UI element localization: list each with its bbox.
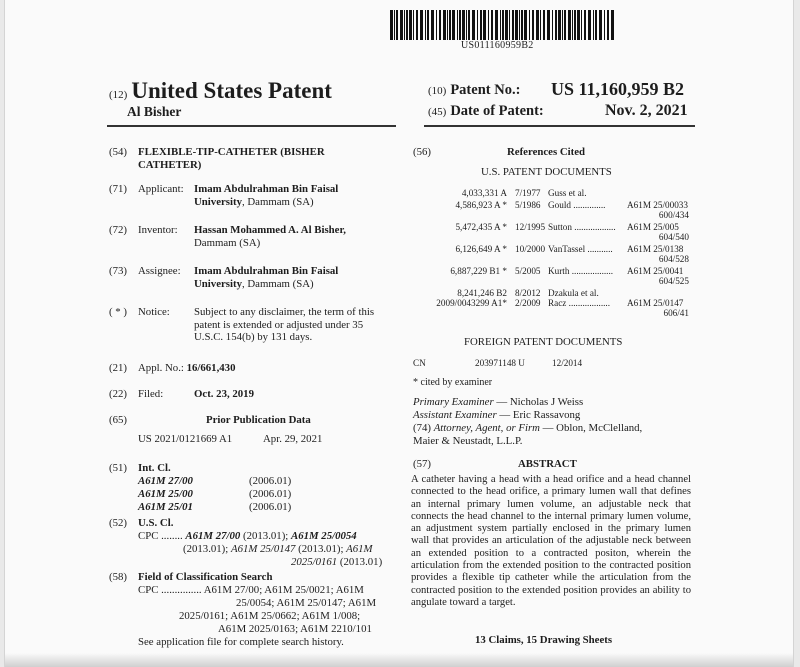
barcode-bar [425,10,426,40]
filed-date: Oct. 23, 2019 [194,388,254,400]
barcode-bar [509,10,510,40]
barcode-bar [593,10,594,40]
page-bottom-shadow [5,653,793,667]
cpc-classification-line2: (2013.01); A61M 25/0147 (2013.01); A61M [183,543,373,555]
us-reference-class-secondary: 604/528 [658,254,689,264]
field-of-search-line3: 2025/0161; A61M 25/0662; A61M 1/008; [179,610,361,622]
barcode-bar [459,10,461,40]
int-cl-class: A61M 25/01 [138,501,193,513]
barcode-bar [564,10,566,40]
us-reference-number: 5,472,435 A * [455,222,507,232]
barcode-bar [495,10,498,40]
field-of-search-line4: A61M 2025/0163; A61M 2210/101 [218,623,372,635]
patent-number-value: US 11,160,959 B2 [551,79,685,99]
barcode-bar [540,10,541,40]
barcode-bar [577,10,580,40]
us-reference-number: 6,887,229 B1 * [450,266,507,276]
barcode-bar [431,10,434,40]
barcode-bar [568,10,571,40]
barcode-bar [581,10,582,40]
barcode-bar [599,10,602,40]
barcode-bar [572,10,573,40]
barcode-bar [595,10,597,40]
assignee: Imam Abdulrahman Bin Faisal University, Dammam (SA) [194,265,339,290]
foreign-reference-date: 12/2014 [552,358,583,368]
us-reference-name: Guss et al. [548,188,587,198]
barcode-bar [552,10,553,40]
cpc-classification: CPC ........ A61M 27/00 (2013.01); A61M 25/0054 [138,530,357,542]
barcode-bar [515,10,518,40]
us-reference-date: 10/2000 [515,244,546,254]
us-reference-name: Kurth .................. [548,266,614,276]
patent-date: (45) Date of Patent: Nov. 2, 2021 [428,102,688,119]
us-reference-class-secondary: 604/525 [658,276,689,286]
int-cl-class: A61M 27/00 [138,475,193,487]
barcode-bar [574,10,576,40]
barcode-bar [468,10,470,40]
us-reference-class: A61M 25/0041 [627,266,684,276]
field-of-search-cpc: CPC ............... A61M 27/00; A61M 25/0021; A61M [138,584,364,596]
barcode-bar [413,10,414,40]
barcode-bar [457,10,458,40]
attorney: (74) Attorney, Agent, or Firm — Oblon, McClelland, [413,422,643,434]
barcode-bar [488,10,489,40]
us-reference-name: Dzakula et al. [548,288,599,298]
barcode-bar [447,10,448,40]
cpc-classification-line3: 2025/0161 (2013.01) [291,556,383,568]
barcode-bar [604,10,605,40]
field-of-search-note: See application file for complete search history. [138,636,344,648]
barcode-bar [519,10,520,40]
barcode-bar [607,10,609,40]
barcode-bar [588,10,591,40]
barcode-bar [472,10,475,40]
notice-text: Subject to any disclaimer, the term of this patent is extended or adjusted under 35 U.S.C. 154(b) by 131 days. [194,306,375,343]
int-cl-label: Int. Cl. [138,462,171,474]
int-cl-class: A61M 25/00 [138,488,193,500]
us-cl-label: U.S. Cl. [138,517,174,529]
inventor: Hassan Mohammed A. Al Bisher, Dammam (SA) [194,224,346,249]
us-reference-date: 7/1977 [515,188,541,198]
int-cl-year: (2006.01) [249,488,292,500]
claims-summary: 13 Claims, 15 Drawing Sheets [475,634,613,646]
assistant-examiner: Assistant Examiner — Eric Rassavong [413,409,581,421]
us-reference-date: 8/2012 [515,288,541,298]
us-reference-name: Sutton .................. [548,222,616,232]
us-reference-class: A61M 25/00033 [627,200,688,210]
barcode-bar [420,10,423,40]
prior-publication-date: Apr. 29, 2021 [263,433,323,445]
prior-publication: US 2021/0121669 A1 [138,433,233,445]
assignee-label: Assignee: [138,265,181,277]
barcode-bar [505,10,508,40]
barcode-bar [562,10,563,40]
barcode-bar [427,10,429,40]
barcode-bar [394,10,395,40]
field-of-search-line2: 25/0054; A61M 25/0147; A61M [236,597,377,609]
us-reference-class-secondary: 606/41 [663,308,689,318]
prior-publication-heading: Prior Publication Data [206,414,311,426]
references-heading: References Cited [507,146,586,158]
barcode-bar [406,10,408,40]
applicant-label: Applicant: [138,183,184,195]
barcode-bar [443,10,446,40]
barcode-number: US011160959B2 [461,40,534,51]
us-reference-class: A61M 25/005 [627,222,679,232]
field-of-search-label: Field of Classification Search [138,571,273,583]
us-reference-date: 5/1986 [515,200,541,210]
notice-label: Notice: [138,306,170,318]
barcode-bar [404,10,405,40]
barcode-bar [480,10,482,40]
int-cl-year: (2006.01) [249,475,292,487]
barcode-bar [390,10,393,40]
us-reference-name: Gould .............. [548,200,606,210]
us-reference-date: 12/1995 [515,222,546,232]
barcode-bar [543,10,545,40]
application-number: Appl. No.: 16/661,430 [138,362,236,374]
barcode-bar [584,10,586,40]
us-reference-number: 4,586,923 A * [455,200,507,210]
barcode-bar [439,10,441,40]
us-reference-number: 6,126,649 A * [455,244,507,254]
barcode-bar [529,10,530,40]
barcode-bar [491,10,493,40]
applicant: Imam Abdulrahman Bin Faisal University, Dammam (SA) [194,183,339,208]
barcode-bar [436,10,437,40]
barcode-bar [532,10,534,40]
barcode-bar [409,10,412,40]
barcode-bar [449,10,451,40]
us-reference-class: A61M 25/0138 [627,244,684,254]
barcode-bar [483,10,486,40]
foreign-reference: CN [413,358,426,368]
document-title: (12) United States Patent [109,78,332,103]
us-reference-name: Racz .................. [548,298,611,308]
barcode-bar [611,10,614,40]
barcode-bar [416,10,418,40]
barcode-bar [555,10,557,40]
barcode-bar [536,10,539,40]
us-patent-documents-heading: U.S. PATENT DOCUMENTS [481,166,612,178]
barcode-bar [452,10,455,40]
inventor-surname: Al Bisher [127,104,182,119]
us-reference-date: 5/2005 [515,266,541,276]
barcode-bar [512,10,514,40]
primary-examiner: Primary Examiner — Nicholas J Weiss [413,396,584,408]
barcode-bar [400,10,403,40]
barcode-bar [462,10,465,40]
int-cl-year: (2006.01) [249,501,292,513]
barcode-bar [524,10,527,40]
us-reference-class: A61M 25/0147 [627,298,684,308]
barcode-bar [396,10,398,40]
filed-label: Filed: [138,388,164,400]
barcode [390,10,616,40]
barcode-bar [500,10,501,40]
foreign-reference-number: 203971148 U [475,358,525,368]
abstract-heading: ABSTRACT [518,458,577,470]
header-rule-right [424,125,695,127]
abstract-text: A catheter having a head with a head orifice and a head channel connected to the head orifice, a primary lumen wall that defines an internal primary lumen volume, an adjustable neck that connects the head channel to the internal primary lumen volume, an adjustment system partially enclosed in the primary lumen wall that provides an articulation of the adjustable neck between an extended position to a contracted positon, wherein the articulation from the extended position to the contracted position provides a flexible tip catheter while the articulation from the contracted position to the extended position provides an ability to angulate toward a target. [411,474,691,608]
us-reference-name: VanTassel ........... [548,244,613,254]
barcode-bar [466,10,467,40]
us-reference-number: 2009/0043299 A1* [436,298,507,308]
us-reference-number: 8,241,246 B2 [457,288,507,298]
patent-number: (10) Patent No.: US 11,160,959 B2 [428,79,685,99]
patent-date-value: Nov. 2, 2021 [605,102,688,119]
foreign-patent-documents-heading: FOREIGN PATENT DOCUMENTS [464,336,623,348]
header-rule-left [107,125,396,127]
invention-title: FLEXIBLE-TIP-CATHETER (BISHER CATHETER) [138,146,325,171]
patent-page: US011160959B2 (12) United States Patent Al Bisher (10) Patent No.: US 11,160,959 B2 (45) Date of Patent: Nov. 2, 2021 (54) FLEXIBLE-TIP-CATHETER (BISHER CATHETER) (71) Applicant: Imam Abdulrahman Bin Faisal University, Dammam (SA) (72) Inventor: Hassan Mohammed A. Al Bisher, Dammam (SA) (73) Assignee: Imam Abdulrahman Bin Faisal University, Dammam (SA) ( * ) Notice: Subject to any disclaimer, the term of this patent is extended or adjusted under 35 U.S.C. 154(b) by 131 days. (21) Appl. No.: 16/661,430 (22) Filed: Oct. 23, 2019 (65) Prior Publication Data US 2021/0121669 A1 Apr. 29, 2021 (51) Int. Cl. A61M 27/00 (2006.01) A61M 25/00 (2006.01) A61M 25/01 (2006.01) (52) U.S. Cl. CPC ........ A61M 27/00 (2013.01); A61M 25/0054 (2013.01); A61M 25/0147 (2013.01); A61M 2025/0161 (2013.01) (58) Field of Classification Search CPC ............... A61M 27/00; A61M 25/0021; A61M 25/0054; A61M 25/0147; A61M 2025/0161; A61M 25/0662; A61M 1/008; A61M 2025/0163; A61M 2210/101 See application file for complete search history. (56) References Cited U.S. PATENT DOCUMENTS 4,033,331 A 7/1977 Guss et al. 4,586,923 A * 5/1986 Gould .............. A61M 25/00033 600/434 5,472,435 A * 12/1995 Sutton .................. A61M 25/005 604/540 6,126,649 A * 10/2000 VanTassel ........... A61M 25/0138 604/528 6,887,229 B1 * 5/2005 Kurth .................. A61M 25/0041 604/525 8,241,246 B2 8/2012 Dzakula et al. 2009/0043299 A1* 2/2009 Racz .................. A61M 25/0147 606/41 FOREIGN PATENT DOCUMENTS CN 203971148 U 12/2014 * cited by examiner Primary Examiner — Nicholas J Weiss Assistant Examiner — Eric Rassavong (74) Attorney, Agent, or Firm — Oblon, McClelland, Maier & Neustadt, L.L.P. (57) ABSTRACT A catheter having a head with a head orifice and a head channel connected to the head orifice, a primary lumen wall that defines an internal primary lumen volume, an adjustable neck that connects the head channel to the internal primary lumen volume, an adjustment system partially enclosed in the primary lumen wall that provides an articulation of the adjustable neck between an extended position to a contracted positon, wherein the articulation from the extended position to the contracted position provides a flexible tip catheter while the articulation from the contracted position to the extended position provides an ability to angulate toward a target. 13 Claims, 15 Drawing Sheets [4,0,794,667]
us-reference-class-secondary: 600/434 [658,210,689,220]
inventor-label: Inventor: [138,224,178,236]
cited-by-examiner-note: * cited by examiner [413,377,493,388]
attorney-line2: Maier & Neustadt, L.L.P. [413,435,523,447]
barcode-bar [521,10,523,40]
barcode-bar [477,10,478,40]
barcode-bar [547,10,550,40]
barcode-bar [502,10,504,40]
us-reference-class-secondary: 604/540 [658,232,689,242]
us-reference-date: 2/2009 [515,298,541,308]
barcode-bar [558,10,561,40]
us-reference-number: 4,033,331 A [461,188,507,198]
